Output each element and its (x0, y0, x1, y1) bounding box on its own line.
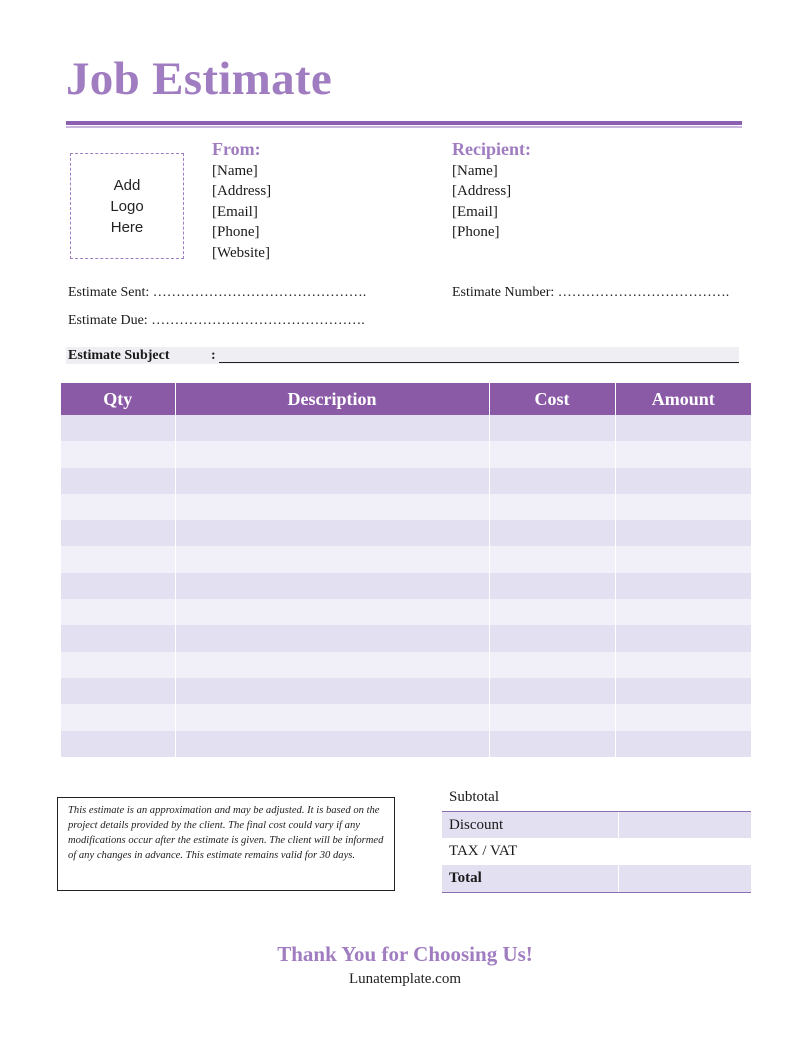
recipient-name-field[interactable]: [Name] (452, 163, 498, 179)
total-value[interactable] (618, 865, 751, 892)
from-email-field[interactable]: [Email] (212, 203, 258, 220)
table-row (61, 625, 751, 651)
title-divider (66, 121, 742, 125)
subtotal-row (442, 784, 751, 811)
table-row (61, 441, 751, 467)
cost-cell[interactable] (489, 704, 615, 730)
qty-cell[interactable] (61, 415, 175, 441)
qty-cell[interactable] (61, 520, 175, 546)
qty-cell[interactable] (61, 573, 175, 599)
amount-cell[interactable] (615, 652, 751, 678)
discount-row (442, 811, 751, 839)
table-header-row (61, 383, 751, 415)
amount-cell[interactable] (615, 468, 751, 494)
estimate-due-field[interactable]: Estimate Due: ………………………………………. (68, 313, 365, 328)
table-row (61, 520, 751, 546)
items-table (61, 383, 751, 757)
cost-cell[interactable] (489, 625, 615, 651)
recipient-address-field[interactable]: [Address] (452, 183, 512, 200)
recipient-phone-field[interactable]: [Phone] (452, 224, 500, 241)
total-row (442, 865, 751, 893)
estimate-number-field[interactable]: Estimate Number: ………………………………. (452, 285, 730, 300)
amount-cell[interactable] (615, 494, 751, 520)
description-cell[interactable] (175, 704, 489, 730)
table-row (61, 678, 751, 704)
cost-cell[interactable] (489, 494, 615, 520)
amount-cell[interactable] (615, 415, 751, 441)
page-title: Job Estimate (66, 53, 333, 105)
from-address-field[interactable]: [Address] (212, 183, 272, 200)
cost-cell[interactable] (489, 573, 615, 599)
cost-cell[interactable] (489, 599, 615, 625)
amount-header: Amount (615, 383, 751, 415)
from-name-field[interactable]: [Name] (212, 163, 258, 179)
qty-cell[interactable] (61, 441, 175, 467)
amount-cell[interactable] (615, 731, 751, 757)
logo-text-line: Logo (110, 197, 144, 215)
items-body (61, 415, 751, 757)
cost-header: Cost (489, 383, 615, 415)
qty-cell[interactable] (61, 546, 175, 572)
table-row (61, 573, 751, 599)
cost-cell[interactable] (489, 652, 615, 678)
cost-cell[interactable] (489, 546, 615, 572)
description-cell[interactable] (175, 441, 489, 467)
website-link[interactable]: Lunatemplate.com (348, 971, 462, 987)
subtotal-value[interactable] (618, 784, 751, 811)
description-cell[interactable] (175, 494, 489, 520)
cost-cell[interactable] (489, 441, 615, 467)
qty-cell[interactable] (61, 468, 175, 494)
amount-cell[interactable] (615, 678, 751, 704)
from-block (212, 138, 271, 263)
from-heading: From: (212, 139, 261, 159)
subtotal-label: Subtotal (449, 788, 500, 805)
discount-value[interactable] (618, 812, 751, 839)
logo-text-line: Here (110, 218, 144, 236)
table-row (61, 704, 751, 730)
subject-colon: : (211, 348, 216, 363)
logo-placeholder[interactable] (70, 153, 184, 259)
subject-label: Estimate Subject (68, 348, 170, 363)
table-row (61, 652, 751, 678)
cost-cell[interactable] (489, 731, 615, 757)
amount-cell[interactable] (615, 573, 751, 599)
qty-cell[interactable] (61, 599, 175, 625)
totals-block (442, 784, 751, 893)
recipient-heading: Recipient: (452, 139, 531, 159)
table-row (61, 731, 751, 757)
subject-input-line[interactable] (219, 362, 739, 363)
table-row (61, 494, 751, 520)
amount-cell[interactable] (615, 546, 751, 572)
description-cell[interactable] (175, 731, 489, 757)
description-cell[interactable] (175, 625, 489, 651)
description-cell[interactable] (175, 678, 489, 704)
qty-header: Qty (61, 383, 175, 415)
description-cell[interactable] (175, 468, 489, 494)
qty-cell[interactable] (61, 731, 175, 757)
amount-cell[interactable] (615, 520, 751, 546)
description-cell[interactable] (175, 520, 489, 546)
qty-cell[interactable] (61, 494, 175, 520)
cost-cell[interactable] (489, 415, 615, 441)
amount-cell[interactable] (615, 441, 751, 467)
from-phone-field[interactable]: [Phone] (212, 224, 260, 241)
description-cell[interactable] (175, 415, 489, 441)
table-row (61, 599, 751, 625)
amount-cell[interactable] (615, 704, 751, 730)
qty-cell[interactable] (61, 678, 175, 704)
discount-label: Discount (449, 816, 504, 833)
description-cell[interactable] (175, 652, 489, 678)
recipient-block (452, 138, 531, 243)
table-row (61, 415, 751, 441)
cost-cell[interactable] (489, 468, 615, 494)
description-header: Description (175, 383, 489, 415)
amount-cell[interactable] (615, 599, 751, 625)
thank-you-message: Thank You for Choosing Us! (277, 942, 533, 966)
description-cell[interactable] (175, 599, 489, 625)
qty-cell[interactable] (61, 704, 175, 730)
title-divider-light (66, 126, 742, 128)
total-label: Total (449, 869, 482, 886)
tax-row (442, 838, 751, 865)
description-cell[interactable] (175, 573, 489, 599)
amount-cell[interactable] (615, 625, 751, 651)
tax-label: TAX / VAT (449, 843, 518, 860)
cost-cell[interactable] (489, 678, 615, 704)
logo-text-line: Add (113, 176, 141, 194)
table-row (61, 468, 751, 494)
cost-cell[interactable] (489, 520, 615, 546)
tax-value[interactable] (618, 838, 751, 865)
from-website-field[interactable]: [Website] (212, 244, 270, 261)
table-row (61, 546, 751, 572)
qty-cell[interactable] (61, 652, 175, 678)
estimate-sent-field[interactable]: Estimate Sent: ………………………………………. (68, 285, 367, 300)
recipient-email-field[interactable]: [Email] (452, 203, 498, 220)
description-cell[interactable] (175, 546, 489, 572)
estimate-note: This estimate is an approximation and may be adjusted. It is based on the project details provided by the client. The final cost could vary if any modifications occur after the estimate is given. The client will be informed of any changes in advance. This estimate remains valid for 30 days. (57, 797, 395, 891)
qty-cell[interactable] (61, 625, 175, 651)
